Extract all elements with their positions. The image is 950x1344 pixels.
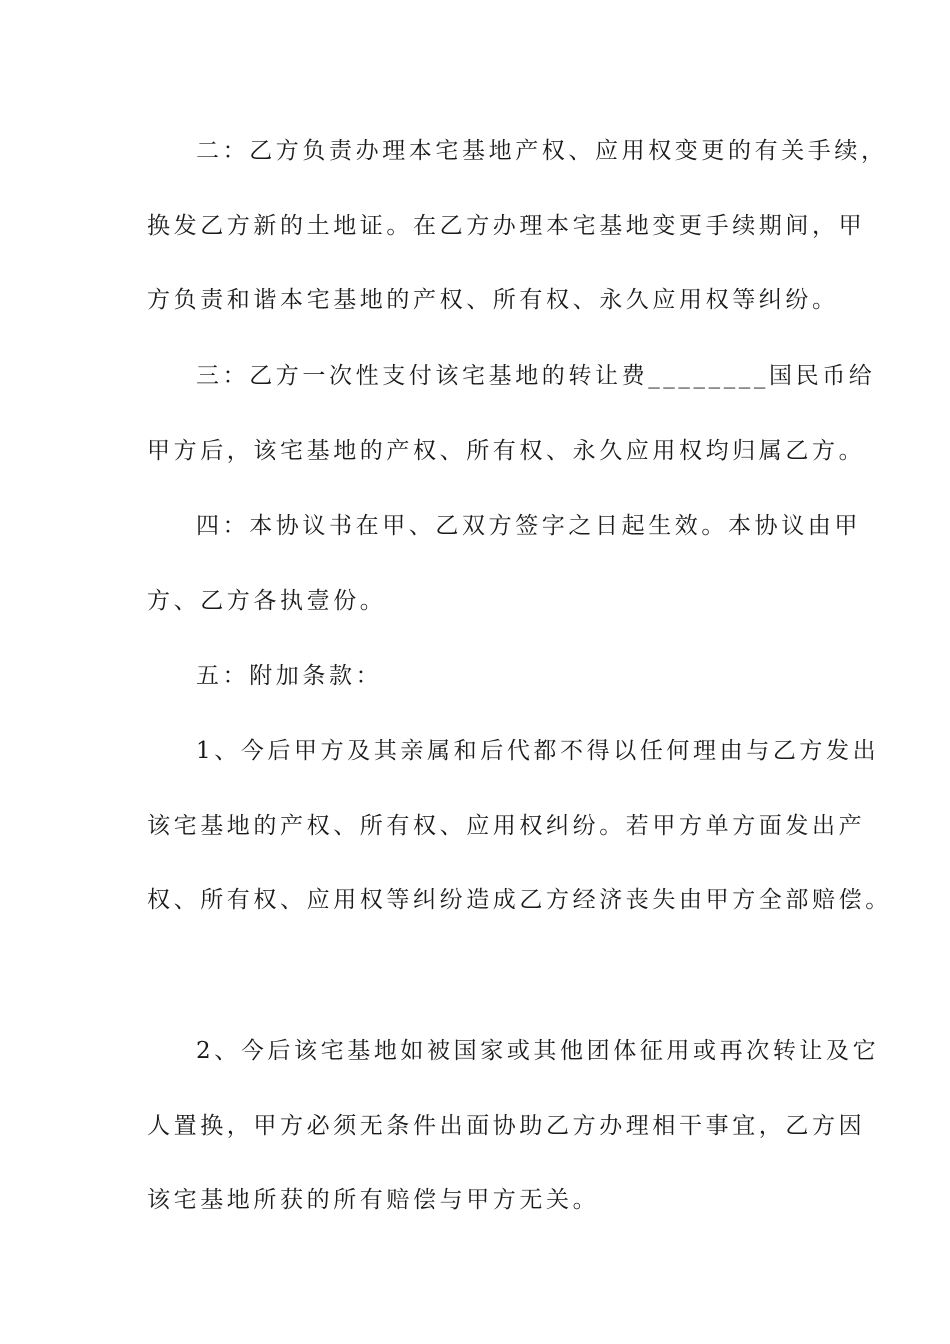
clause-3-line-2: 甲方后，该宅基地的产权、所有权、永久应用权均归属乙方。 [147,438,866,464]
clause-2-line-2: 换发乙方新的土地证。在乙方办理本宅基地变更手续期间，甲 [147,213,866,239]
item-2-line-1: 2、今后该宅基地如被国家或其他团体征用或再次转让及它 [196,1038,880,1064]
clause-2-line-3: 方负责和谐本宅基地的产权、所有权、永久应用权等纠纷。 [147,287,839,313]
clause-4-line-1: 四：本协议书在甲、乙双方签字之日起生效。本协议由甲 [196,513,861,539]
item-2-line-2: 人置换，甲方必须无条件出面协助乙方办理相干事宜，乙方因 [147,1113,866,1139]
item-1-line-3: 权、所有权、应用权等纠纷造成乙方经济丧失由甲方全部赔偿。 [147,887,892,913]
item-2-line-3: 该宅基地所获的所有赔偿与甲方无关。 [147,1187,600,1213]
item-1-line-2: 该宅基地的产权、所有权、应用权纠纷。若甲方单方面发出产 [147,813,866,839]
clause-2-line-1: 二：乙方负责办理本宅基地产权、应用权变更的有关手续， [196,138,888,164]
clause-3-line-1: 三：乙方一次性支付该宅基地的转让费________国民币给 [196,363,876,389]
item-1-line-1: 1、今后甲方及其亲属和后代都不得以任何理由与乙方发出 [196,738,880,764]
clause-5-heading: 五：附加条款： [196,663,383,689]
clause-4-line-2: 方、乙方各执壹份。 [147,588,387,614]
